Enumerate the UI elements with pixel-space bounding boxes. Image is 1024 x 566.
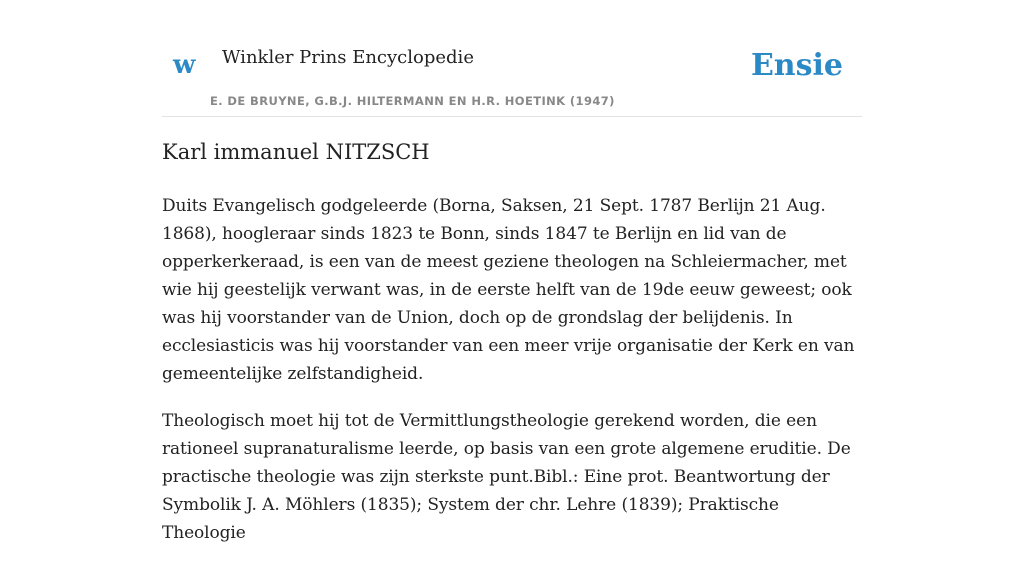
entry-paragraph: Duits Evangelisch godgeleerde (Borna, Saksen, 21 Sept. 1787 Berlijn 21 Aug. 1868), hoogleraar sinds 1823 te Bonn, sinds 1847 te Berlijn en lid van de opperkerkeraad, is een van de meest geziene theologen na Schleiermacher, met wie hij geestelijk verwant was, in de eerste helft van de 19de eeuw geweest; ook was hij voorstander van de Union, doch op de grondslag der belijdenis. In ecclesiasticis was hij voorstander van een meer vrije organisatie der Kerk en van gemeentelijke zelfstandigheid. <box>162 196 855 384</box>
ensie-logo[interactable]: Ensie <box>750 48 843 83</box>
entry-paragraph: Theologisch moet hij tot de Vermittlungstheologie gerekend worden, die een rationeel supranaturalisme leerde, op basis van een grote algemene eruditie. De practische theologie was zijn sterkste punt.Bibl.: Eine prot. Beantwortung der Symbolik J. A. Möhlers (1835); System der chr. Lehre (1839); Praktische Theologie <box>162 411 851 543</box>
source-header <box>162 0 862 117</box>
source-authors: E. DE BRUYNE, G.B.J. HILTERMANN EN H.R. HOETINK (1947) <box>210 94 615 108</box>
source-title[interactable]: Winkler Prins Encyclopedie <box>222 47 474 68</box>
source-logo-icon[interactable]: w <box>173 50 196 80</box>
article-card <box>162 0 862 543</box>
entry-body <box>162 192 862 566</box>
entry-title: Karl immanuel NITZSCH <box>162 140 430 164</box>
